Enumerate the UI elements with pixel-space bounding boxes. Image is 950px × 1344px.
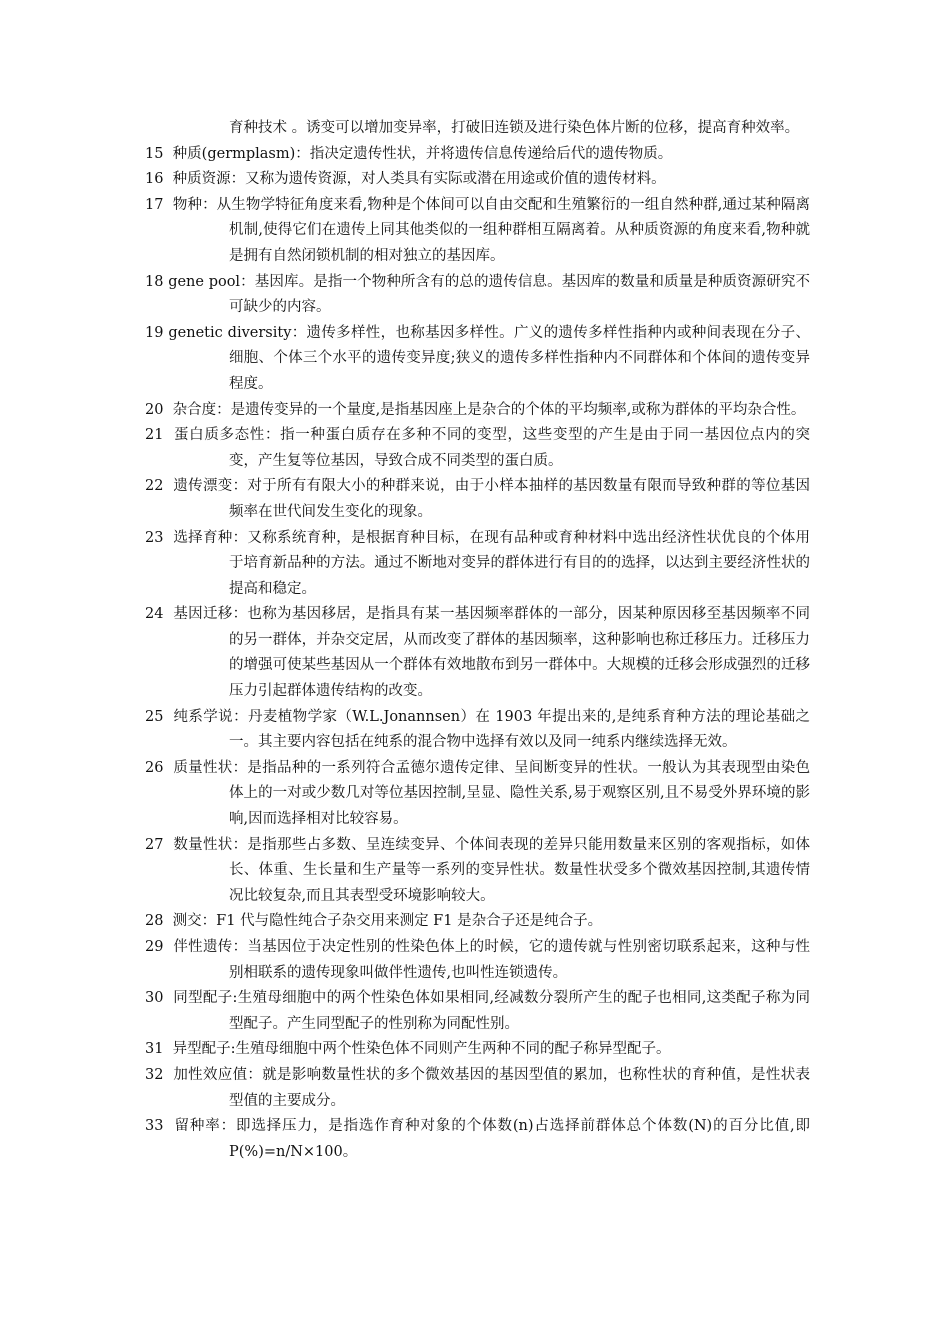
definition-21 <box>145 423 810 474</box>
item-number: 15 <box>145 145 164 162</box>
definition-19 <box>145 321 810 398</box>
definition-24 <box>145 602 810 704</box>
definition-text: 蛋白质多态性：指一种蛋白质存在多种不同的变型，这些变型的产生是由于同一基因位点内的突变，产生复等位基因，导致合成不同类型的蛋白质。 <box>174 427 811 469</box>
definition-20 <box>145 398 810 424</box>
definition-text: 异型配子:生殖母细胞中两个性染色体不同则产生两种不同的配子称异型配子。 <box>172 1041 671 1058</box>
item-number: 20 <box>145 401 164 418</box>
definition-18 <box>145 270 810 321</box>
definition-text: 遗传漂变：对于所有有限大小的种群来说，由于小样本抽样的基因数量有限而导致种群的等位基因频率在世代间发生变化的现象。 <box>173 478 811 520</box>
definition-text: 基因迁移：也称为基因移居，是指具有某一基因频率群体的一部分，因某种原因移至基因频率不同的另一群体，并杂交定居，从而改变了群体的基因频率，这种影响也称迁移压力。迁移压力的增强可使某些基因从一个群体有效地散布到另一群体中。大规模的迁移会形成强烈的迁移压力引起群体遗传结构的改变。 <box>173 606 811 700</box>
item-number: 29 <box>145 939 164 955</box>
definition-22 <box>145 474 810 525</box>
definition-25 <box>145 705 810 756</box>
definition-29 <box>145 935 810 986</box>
definition-text: 测交：F1 代与隐性纯合子杂交用来测定 F1 是杂合子还是纯合子。 <box>172 913 603 930</box>
definition-33 <box>145 1114 810 1165</box>
definition-27 <box>145 833 810 910</box>
item-number: 33 <box>145 1118 164 1135</box>
definition-text: 加性效应值：就是影响数量性状的多个微效基因的基因型值的累加，也称性状的育种值，是性状表型值的主要成分。 <box>173 1066 811 1109</box>
item-number: 21 <box>145 427 164 444</box>
item-number: 22 <box>145 478 164 495</box>
definition-32 <box>145 1063 810 1114</box>
item-number: 26 <box>145 759 164 776</box>
item-number: 25 <box>145 708 164 725</box>
definition-text: 同型配子:生殖母细胞中的两个性染色体如果相同,经减数分裂所产生的配子也相同,这类配子称为同型配子。产生同型配子的性别称为同配性别。 <box>173 990 810 1032</box>
definition-text: gene pool：基因库。是指一个物种所含有的总的遗传信息。基因库的数量和质量是种质资源研究不可缺少的内容。 <box>168 273 810 316</box>
definition-text: 伴性遗传：当基因位于决定性别的性染色体上的时候，它的遗传就与性别密切联系起来，这种与性别相联系的遗传现象叫做伴性遗传,也叫性连锁遗传。 <box>173 939 811 981</box>
definition-30 <box>145 986 810 1037</box>
item-number: 27 <box>145 836 164 853</box>
definition-text: 数量性状：是指那些占多数、呈连续变异、个体间表现的差异只能用数量来区别的客观指标，如体长、体重、生长量和生产量等一系列的变异性状。数量性状受多个微效基因控制,其遗传情况比较复杂,而且其表型受环境影响较大。 <box>173 836 811 904</box>
definition-28 <box>145 909 810 935</box>
item-number: 18 <box>145 273 164 290</box>
definition-26 <box>145 756 810 833</box>
definition-text: 质量性状：是指品种的一系列符合孟德尔遗传定律、呈间断变异的性状。一般认为其表现型由染色体上的一对或少数几对等位基因控制,呈显、隐性关系,易于观察区别,且不易受外界环境的影响,因而选择相对比较容易。 <box>173 759 811 828</box>
item-number: 28 <box>145 913 164 930</box>
paragraph-text: 育种技术 。诱变可以增加变异率，打破旧连锁及进行染色体片断的位移，提高育种效率。 <box>229 120 800 136</box>
paragraph-continuation <box>145 116 810 142</box>
definition-text: 杂合度：是遗传变异的一个量度,是指基因座上是杂合的个体的平均频率,或称为群体的平均杂合性。 <box>172 401 806 418</box>
definition-text: 纯系学说：丹麦植物学家（W.L.Jonannsen）在 1903 年提出来的,是纯系育种方法的理论基础之一。其主要内容包括在纯系的混合物中选择有效以及同一纯系内继续选择无效。 <box>173 708 811 751</box>
item-number: 23 <box>145 529 164 546</box>
definition-text: 选择育种：又称系统育种，是根据育种目标，在现有品种或育种材料中选出经济性状优良的个体用于培育新品种的方法。通过不断地对变异的群体进行有目的的选择，以达到主要经济性状的提高和稳定。 <box>173 529 811 597</box>
definition-text: 种质(germplasm)：指决定遗传性状，并将遗传信息传递给后代的遗传物质。 <box>172 145 673 162</box>
item-number: 30 <box>145 990 164 1007</box>
definition-16 <box>145 167 810 193</box>
definition-text: 种质资源：又称为遗传资源，对人类具有实际或潜在用途或价值的遗传材料。 <box>172 171 666 188</box>
definition-text: 物种：从生物学特征角度来看,物种是个体间可以自由交配和生殖繁衍的一组自然种群,通过某种隔离机制,使得它们在遗传上同其他类似的一组种群相互隔离着。从种质资源的角度来看,物种就是拥有自然闭锁机制的相对独立的基因库。 <box>172 196 810 264</box>
definition-23 <box>145 526 810 603</box>
document-body <box>145 116 810 1165</box>
item-number: 32 <box>145 1066 164 1083</box>
item-number: 16 <box>145 171 164 188</box>
definition-text: genetic diversity：遗传多样性，也称基因多样性。广义的遗传多样性指种内或种间表现在分子、细胞、个体三个水平的遗传变异度;狭义的遗传多样性指种内不同群体和个体间的遗传变异程度。 <box>168 324 811 392</box>
definition-text: 留种率：即选择压力，是指选作育种对象的个体数(n)占选择前群体总个体数(N)的百分比值,即 P(%)=n/N×100。 <box>174 1118 810 1160</box>
definition-31 <box>145 1037 810 1063</box>
item-number: 24 <box>145 606 164 623</box>
item-number: 17 <box>145 196 164 213</box>
definition-15 <box>145 142 810 168</box>
item-number: 19 <box>145 324 164 341</box>
item-number: 31 <box>145 1041 164 1058</box>
definition-17 <box>145 193 810 270</box>
